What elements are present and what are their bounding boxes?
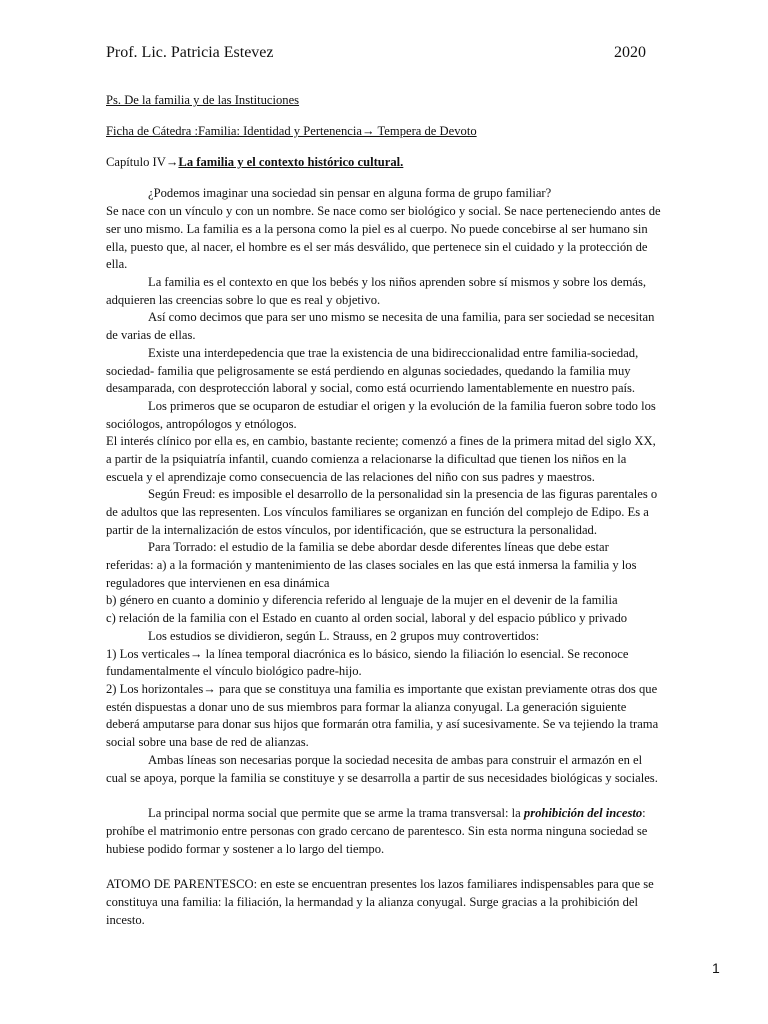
body-line: c) relación de la familia con el Estado en cuanto al orden social, laboral y del espacio público y privado (106, 611, 628, 625)
body-line: a partir de la psiquiatría infantil, cuando comienza a relacionarse la dificultad que tienen los niños en la (106, 452, 627, 466)
body-line: hubiese podido formar y sostener a lo largo del tiempo. (106, 842, 385, 856)
body-line: estén dispuestas a donar uno de sus miembros para formar la alianza conyugal. La generación siguiente (106, 700, 627, 714)
chapter-prefix: Capítulo IV→ (106, 155, 179, 169)
body-line: cual se apoya, porque la familia se constituye y se desarrolla a partir de sus necesidades biológicas y sociales. (106, 771, 658, 785)
body-line: referidas: a) a la formación y mantenimiento de las clases sociales en las que está inmersa la familia y los (106, 558, 637, 572)
body-text: La principal norma social que permite que se arme la trama transversal: la (148, 806, 524, 820)
body-line: deberá amputarse para donar sus hijos que formarán otra familia, y así sucesivamente. Se va tejiendo la trama (106, 717, 659, 731)
body-line: ella. (106, 257, 128, 271)
page-number: 1 (712, 960, 720, 976)
body-line: constituya una familia: la filiación, la hermandad y la alianza conyugal. Surge gracias a la prohibición del (106, 895, 639, 909)
body-line: incesto. (106, 913, 145, 927)
body-line: Ambas líneas son necesarias porque la sociedad necesita de ambas para construir el armazón en el (148, 753, 643, 767)
body-line: de varias de ellas. (106, 328, 196, 342)
body-text: : (642, 806, 646, 820)
body-line: 2) Los horizontales→ para que se constituya una familia es importante que existan previamente otras dos que (106, 682, 658, 696)
body-line: Los estudios se dividieron, según L. Strauss, en 2 grupos muy controvertidos: (148, 629, 540, 643)
body-line: prohíbe el matrimonio entre personas con grado cercano de parentesco. Sin esta norma ninguna sociedad se (106, 824, 648, 838)
body-line: El interés clínico por ella es, en cambio, bastante reciente; comenzó a fines de la primera mitad del siglo XX, (106, 434, 656, 448)
body-line: ¿Podemos imaginar una sociedad sin pensar en alguna forma de grupo familiar? (148, 186, 552, 200)
subject-line: Ps. De la familia y de las Instituciones (106, 93, 300, 107)
body-line: de adultos que las representen. Los vínculos familiares se organizan en función del complejo de Edipo. Es a (106, 505, 649, 519)
body-line: sociólogos, antropólogos y etnólogos. (106, 417, 297, 431)
body-line: sociedad- familia que peligrosamente se está perdiendo en algunas sociedades, quedando la familia muy (106, 364, 631, 378)
header-year: 2020 (614, 44, 646, 61)
ficha-line: Ficha de Cátedra :Familia: Identidad y Pertenencia→ Tempera de Devoto (106, 124, 477, 138)
body-line: ella, puesto que, al nacer, el hombre es el ser más desválido, que pertenece sin el cuidado y la protección de (106, 240, 648, 254)
chapter-title: La familia y el contexto histórico cultural. (178, 155, 404, 169)
body-line: reguladores que intervienen en esa dinámica (106, 576, 330, 590)
body-line: Según Freud: es imposible el desarrollo de la personalidad sin la presencia de las figuras parentales o (148, 487, 658, 501)
body-line: escuela y el aprendizaje como consecuencia de las relaciones del niño con sus padres y maestros. (106, 470, 595, 484)
header-author: Prof. Lic. Patricia Estevez (106, 44, 274, 61)
chapter-heading (106, 155, 403, 170)
body-line: La familia es el contexto en que los bebés y los niños aprenden sobre sí mismos y sobre los demás, (148, 275, 647, 289)
body-line: 1) Los verticales→ la línea temporal diacrónica es lo básico, siendo la filiación lo esencial. Se reconoce (106, 647, 629, 661)
body-line: adquieren las creencias sobre lo que es real y objetivo. (106, 293, 381, 307)
body-line: Para Torrado: el estudio de la familia se debe abordar desde diferentes líneas que debe estar (148, 540, 609, 554)
body-line: fundamentalmente el vínculo biológico padre-hijo. (106, 664, 362, 678)
body-line: partir de la internalización de estos vínculos, por identificación, que se estructura la personalidad. (106, 523, 597, 537)
body-line: Se nace con un vínculo y con un nombre. Se nace como ser biológico y social. Se nace perteneciendo antes de (106, 204, 661, 218)
body-line: desamparada, con desprotección laboral y social, como está ocurriendo lamentablemente en nuestro país. (106, 381, 636, 395)
body-line: ATOMO DE PARENTESCO: en este se encuentran presentes los lazos familiares indispensables para que se (106, 877, 654, 891)
body-line: social sobre una base de red de alianzas. (106, 735, 309, 749)
body-line: Así como decimos que para ser uno mismo se necesita de una familia, para ser sociedad se necesitan (148, 310, 655, 324)
body-line: b) género en cuanto a dominio y diferencia referido al lenguaje de la mujer en el devenir de la familia (106, 593, 618, 607)
body-line: ser uno mismo. La familia es a la persona como la piel es al cuerpo. No puede concebirse al ser humano sin (106, 222, 648, 236)
emphasis-term: prohibición del incesto (523, 806, 643, 820)
body-line: Existe una interdepedencia que trae la existencia de una bidireccionalidad entre familia-sociedad, (148, 346, 639, 360)
incest-paragraph-first-line (148, 806, 646, 821)
body-line: Los primeros que se ocuparon de estudiar el origen y la evolución de la familia fueron sobre todo los (148, 399, 656, 413)
